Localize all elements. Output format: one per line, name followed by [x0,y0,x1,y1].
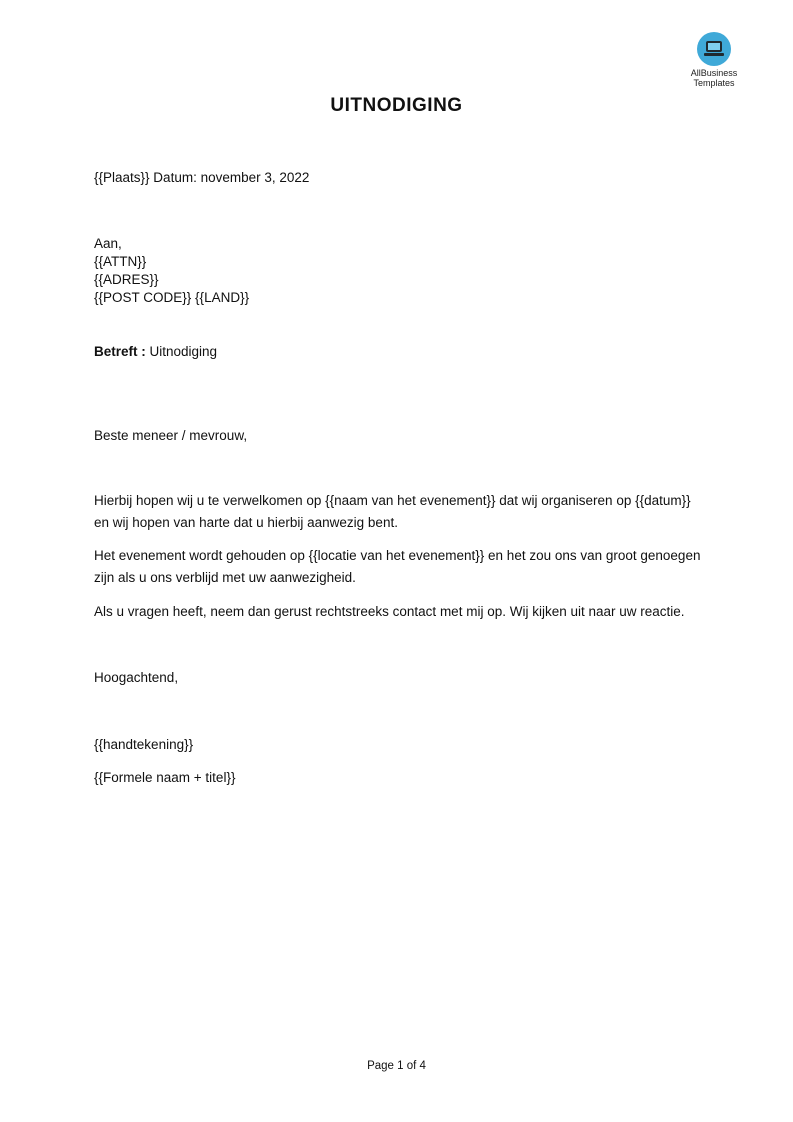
subject-value: Uitnodiging [145,344,218,359]
body-paragraph-1: Hierbij hopen wij u te verwelkomen op {{naam van het evenement}} dat wij organiseren op {{datum}} en wij hopen van harte dat u hierbij aanwezig bent. [94,493,691,530]
page-footer: Page 1 of 4 [367,1060,426,1072]
subject-label: Betreft : [94,344,146,359]
document-title: UITNODIGING [330,95,463,116]
formal-name-placeholder: {{Formele naam + titel}} [94,770,236,785]
recipient-greeting: Aan, [94,236,122,251]
closing: Hoogachtend, [94,670,179,685]
recipient-address: {{ADRES}} [94,272,159,287]
body-paragraph-3: Als u vragen heeft, neem dan gerust rechtstreeks contact met mij op. Wij kijken uit naar uw reactie. [94,604,685,619]
laptop-icon [697,32,731,66]
recipient-postcode-country: {{POST CODE}} {{LAND}} [94,290,250,305]
logo-text-line2: Templates [693,78,735,88]
body-paragraph-2: Het evenement wordt gehouden op {{locatie van het evenement}} en het zou ons van groot genoegen zijn als u ons verblijd met uw aanwezigheid. [94,548,701,585]
signature-placeholder: {{handtekening}} [94,737,194,752]
recipient-attn: {{ATTN}} [94,254,147,269]
salutation: Beste meneer / mevrouw, [94,428,248,443]
place-date: {{Plaats}} Datum: november 3, 2022 [94,170,310,185]
allbusiness-logo [684,32,744,88]
subject-line [94,344,217,359]
logo-text-line1: AllBusiness [690,68,738,78]
